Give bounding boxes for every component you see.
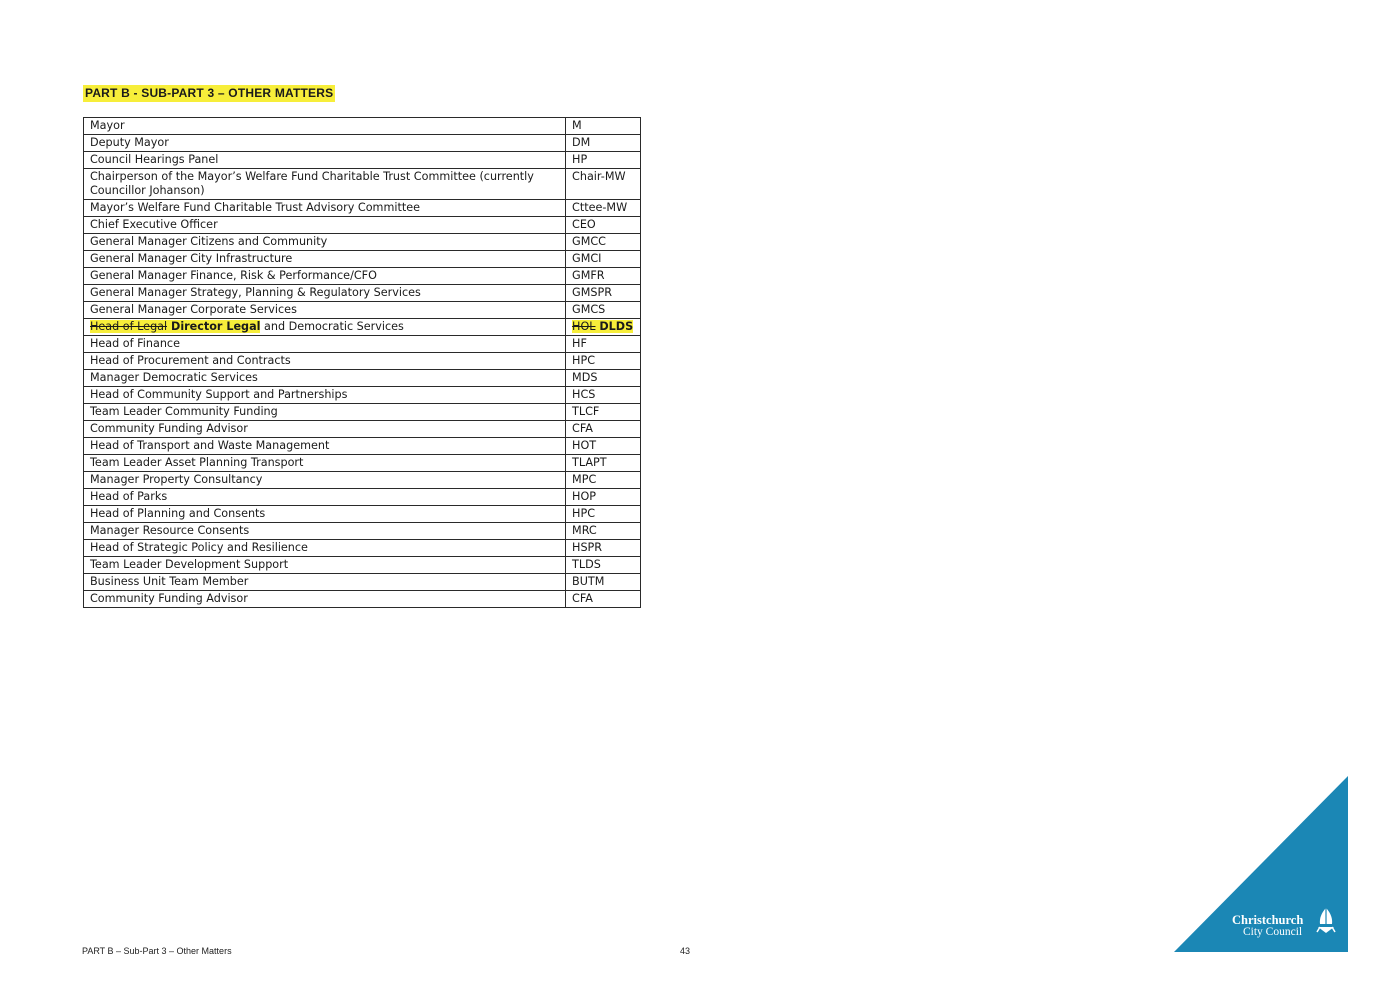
struck-role-title: Head of Legal	[90, 320, 168, 333]
role-abbreviation: HP	[572, 153, 588, 166]
role-abbreviation: MPC	[572, 473, 597, 486]
table-row	[84, 438, 641, 455]
role-title: General Manager Strategy, Planning & Regulatory Services	[90, 286, 421, 299]
role-title: General Manager Corporate Services	[90, 303, 297, 316]
role-abbreviation: MRC	[572, 524, 597, 537]
role-abbreviation: GMCS	[572, 303, 606, 316]
role-abbreviation-cell	[566, 489, 641, 506]
role-title-cell	[84, 152, 566, 169]
role-abbreviation-cell	[566, 353, 641, 370]
role-title-cell	[84, 438, 566, 455]
role-abbreviation: TLCF	[572, 405, 600, 418]
role-abbreviation: Chair-MW	[572, 170, 626, 183]
role-title: Manager Property Consultancy	[90, 473, 263, 486]
table-row	[84, 387, 641, 404]
new-role-title: Director Legal	[167, 320, 261, 333]
role-abbreviation: DM	[572, 136, 591, 149]
role-abbreviation-cell	[566, 540, 641, 557]
table-body	[84, 118, 641, 608]
role-title: Head of Parks	[90, 490, 168, 503]
role-title-cell	[84, 574, 566, 591]
role-abbreviation: HPC	[572, 354, 596, 367]
role-abbreviation-cell	[566, 574, 641, 591]
role-abbreviation-cell	[566, 557, 641, 574]
table-row	[84, 268, 641, 285]
table-row	[84, 169, 641, 200]
role-title-cell	[84, 472, 566, 489]
role-abbreviation-cell	[566, 251, 641, 268]
role-title: Team Leader Asset Planning Transport	[90, 456, 304, 469]
role-title-cell	[84, 506, 566, 523]
role-abbreviation: MDS	[572, 371, 598, 384]
role-title-suffix: and Democratic Services	[260, 320, 404, 333]
role-title-cell	[84, 118, 566, 135]
role-title: Head of Community Support and Partnerships	[90, 388, 348, 401]
role-abbreviation-cell	[566, 438, 641, 455]
table-row	[84, 285, 641, 302]
role-title-cell	[84, 302, 566, 319]
role-title-cell	[84, 336, 566, 353]
footer-section-label: PART B – Sub-Part 3 – Other Matters	[82, 946, 232, 956]
table-row	[84, 404, 641, 421]
role-title-cell	[84, 523, 566, 540]
role-abbreviation: GMSPR	[572, 286, 612, 299]
role-title: General Manager Citizens and Community	[90, 235, 328, 248]
table-row	[84, 574, 641, 591]
role-title-cell	[84, 421, 566, 438]
role-title: Head of Strategic Policy and Resilience	[90, 541, 308, 554]
role-abbreviation-cell	[566, 319, 641, 336]
table-row	[84, 135, 641, 152]
role-title-cell	[84, 404, 566, 421]
role-title-cell	[84, 169, 566, 200]
table-row	[84, 353, 641, 370]
role-title: Business Unit Team Member	[90, 575, 249, 588]
role-abbreviation-cell	[566, 472, 641, 489]
table-row	[84, 302, 641, 319]
role-title-cell	[84, 217, 566, 234]
role-title: Head of Procurement and Contracts	[90, 354, 291, 367]
role-abbreviation-cell	[566, 404, 641, 421]
role-abbreviation: M	[572, 119, 582, 132]
role-abbreviation-cell	[566, 387, 641, 404]
role-title: Community Funding Advisor	[90, 422, 248, 435]
table-row	[84, 540, 641, 557]
table-row	[84, 506, 641, 523]
table-row	[84, 455, 641, 472]
role-title: Chairperson of the Mayor’s Welfare Fund Charitable Trust Committee (currently Councillor Johanson)	[90, 170, 534, 197]
role-abbreviation-cell	[566, 455, 641, 472]
role-title: Community Funding Advisor	[90, 592, 248, 605]
role-abbreviation-cell	[566, 234, 641, 251]
role-abbreviation: CFA	[572, 422, 593, 435]
role-title-cell	[84, 234, 566, 251]
role-abbreviation-cell	[566, 302, 641, 319]
role-abbreviation: HOP	[572, 490, 597, 503]
role-abbreviation: HF	[572, 337, 587, 350]
role-title: General Manager Finance, Risk & Performance/CFO	[90, 269, 377, 282]
role-abbreviation: CEO	[572, 218, 596, 231]
role-title: Deputy Mayor	[90, 136, 169, 149]
role-abbreviation: HOT	[572, 439, 597, 452]
role-abbreviation: HCS	[572, 388, 596, 401]
role-abbreviation: TLAPT	[572, 456, 607, 469]
role-title-cell	[84, 319, 566, 336]
logo-line2: City Council	[1243, 926, 1303, 938]
page-number: 43	[680, 946, 691, 956]
role-title-cell	[84, 489, 566, 506]
role-title-cell	[84, 268, 566, 285]
table-row	[84, 251, 641, 268]
delegations-table	[83, 117, 641, 608]
role-title-cell	[84, 251, 566, 268]
role-abbreviation-cell	[566, 285, 641, 302]
role-title: Team Leader Development Support	[90, 558, 289, 571]
table-row	[84, 319, 641, 336]
role-abbreviation-cell	[566, 268, 641, 285]
role-abbreviation-cell	[566, 336, 641, 353]
new-abbreviation: DLDS	[595, 320, 634, 333]
role-abbreviation-cell	[566, 523, 641, 540]
role-title: General Manager City Infrastructure	[90, 252, 293, 265]
role-title-cell	[84, 200, 566, 217]
section-heading: PART B - SUB-PART 3 – OTHER MATTERS	[85, 86, 334, 100]
role-abbreviation: GMCC	[572, 235, 606, 248]
table-row	[84, 421, 641, 438]
role-title-cell	[84, 370, 566, 387]
role-abbreviation-cell	[566, 135, 641, 152]
role-abbreviation-cell	[566, 591, 641, 608]
logo-line1: Christchurch	[1232, 913, 1304, 927]
table-row	[84, 472, 641, 489]
role-abbreviation-cell	[566, 506, 641, 523]
role-abbreviation: TLDS	[572, 558, 601, 571]
role-title-cell	[84, 285, 566, 302]
role-title: Chief Executive Officer	[90, 218, 218, 231]
role-abbreviation: Cttee-MW	[572, 201, 628, 214]
role-abbreviation-cell	[566, 200, 641, 217]
role-abbreviation: GMFR	[572, 269, 605, 282]
role-abbreviation-cell	[566, 152, 641, 169]
role-title: Manager Democratic Services	[90, 371, 258, 384]
role-title: Mayor’s Welfare Fund Charitable Trust Advisory Committee	[90, 201, 421, 214]
struck-abbreviation: HOL	[572, 320, 596, 333]
role-title: Head of Planning and Consents	[90, 507, 266, 520]
role-abbreviation: BUTM	[572, 575, 605, 588]
role-title-cell	[84, 387, 566, 404]
table-row	[84, 370, 641, 387]
role-title: Mayor	[90, 119, 125, 132]
role-title: Team Leader Community Funding	[90, 405, 278, 418]
council-logo	[1174, 776, 1348, 952]
role-title-cell	[84, 591, 566, 608]
table-row	[84, 523, 641, 540]
role-title: Council Hearings Panel	[90, 153, 219, 166]
role-title-cell	[84, 353, 566, 370]
role-abbreviation-cell	[566, 370, 641, 387]
table-row	[84, 489, 641, 506]
table-row	[84, 234, 641, 251]
role-title-cell	[84, 455, 566, 472]
table-row	[84, 200, 641, 217]
table-row	[84, 557, 641, 574]
role-abbreviation: HSPR	[572, 541, 603, 554]
role-abbreviation-cell	[566, 217, 641, 234]
role-abbreviation-cell	[566, 169, 641, 200]
role-abbreviation: CFA	[572, 592, 593, 605]
table-row	[84, 152, 641, 169]
role-abbreviation-cell	[566, 421, 641, 438]
role-abbreviation-cell	[566, 118, 641, 135]
role-abbreviation: HPC	[572, 507, 596, 520]
role-title-cell	[84, 557, 566, 574]
role-abbreviation: GMCI	[572, 252, 602, 265]
table-row	[84, 118, 641, 135]
role-title-cell	[84, 540, 566, 557]
role-title: Head of Finance	[90, 337, 180, 350]
table-row	[84, 336, 641, 353]
role-title: Manager Resource Consents	[90, 524, 250, 537]
role-title: Head of Transport and Waste Management	[90, 439, 330, 452]
table-row	[84, 217, 641, 234]
table-row	[84, 591, 641, 608]
role-title-cell	[84, 135, 566, 152]
